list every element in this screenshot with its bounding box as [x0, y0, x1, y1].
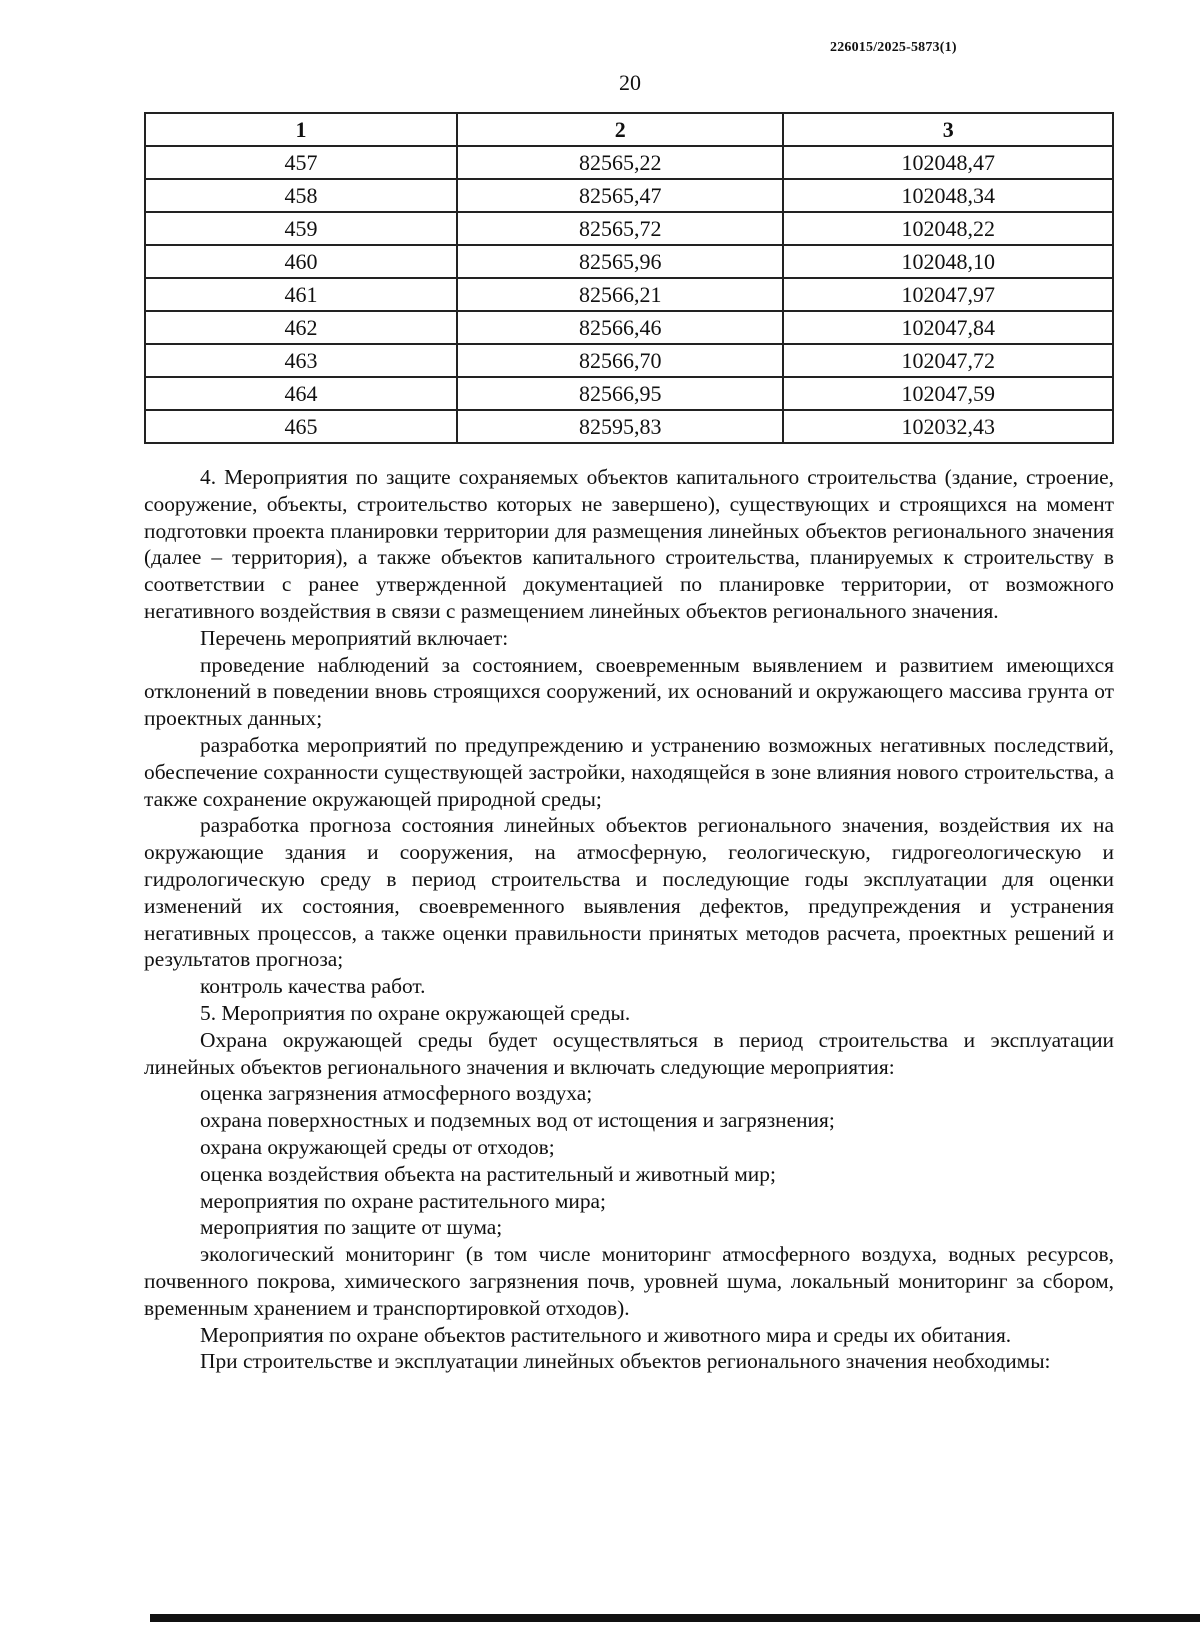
y-coordinate-cell: 102047,59: [783, 377, 1113, 410]
x-coordinate-cell: 82565,47: [457, 179, 783, 212]
table-row: [145, 245, 1113, 278]
point-number-cell: 460: [145, 245, 457, 278]
column-header: 1: [145, 113, 457, 146]
table-header-row: [145, 113, 1113, 146]
column-header: 3: [783, 113, 1113, 146]
y-coordinate-cell: 102047,97: [783, 278, 1113, 311]
x-coordinate-cell: 82565,96: [457, 245, 783, 278]
y-coordinate-cell: 102032,43: [783, 410, 1113, 443]
table-row: [145, 311, 1113, 344]
measures-list-intro: Перечень мероприятий включает:: [200, 625, 509, 650]
y-coordinate-cell: 102047,84: [783, 311, 1113, 344]
list-item: разработка мероприятий по предупреждению и устранению возможных негативных последствий, обеспечение сохранности существующей застройки, находящейся в зоне влияния нового строительства, а также сохранение окружающей природной среды;: [144, 732, 1114, 811]
section-4-paragraph: 4. Мероприятия по защите сохраняемых объектов капитального строительства (здание, строение, сооружение, объекты, строительство которых не завершено), существующих и строящихся на момент подготовки проекта планировки территории для размещения линейных объектов регионального значения (далее – территория), а также объектов капитального строительства, планируемых к строительству в соответствии с ранее утвержденной документацией по планировке территории, от возможного негативного воздействия в связи с размещением линейных объектов регионального значения.: [144, 465, 1114, 623]
x-coordinate-cell: 82565,72: [457, 212, 783, 245]
flora-fauna-paragraph: Мероприятия по охране объектов растительного и животного мира и среды их обитания.: [200, 1322, 1012, 1347]
table-row: [145, 278, 1113, 311]
x-coordinate-cell: 82565,22: [457, 146, 783, 179]
x-coordinate-cell: 82566,46: [457, 311, 783, 344]
list-item: мероприятия по охране растительного мира;: [200, 1188, 606, 1213]
point-number-cell: 465: [145, 410, 457, 443]
document-registration-number: 226015/2025-5873(1): [830, 40, 957, 55]
page-number: 20: [619, 70, 641, 95]
point-number-cell: 464: [145, 377, 457, 410]
y-coordinate-cell: 102048,22: [783, 212, 1113, 245]
list-item: оценка воздействия объекта на растительный и животный мир;: [200, 1161, 776, 1186]
environment-protection-paragraph: Охрана окружающей среды будет осуществляться в период строительства и эксплуатации линейных объектов регионального значения и включать следующие мероприятия:: [144, 1027, 1114, 1079]
x-coordinate-cell: 82566,95: [457, 377, 783, 410]
y-coordinate-cell: 102047,72: [783, 344, 1113, 377]
point-number-cell: 459: [145, 212, 457, 245]
y-coordinate-cell: 102048,47: [783, 146, 1113, 179]
document-body: [144, 464, 1114, 1375]
table-row: [145, 410, 1113, 443]
point-number-cell: 462: [145, 311, 457, 344]
list-item: проведение наблюдений за состоянием, своевременным выявлением и развитием имеющихся отклонений в поведении вновь строящихся сооружений, их оснований и окружающего массива грунта от проектных данных;: [144, 652, 1114, 731]
coordinates-table: [144, 112, 1114, 444]
x-coordinate-cell: 82566,70: [457, 344, 783, 377]
list-item: охрана поверхностных и подземных вод от истощения и загрязнения;: [200, 1108, 835, 1133]
column-header: 2: [457, 113, 783, 146]
table-row: [145, 212, 1113, 245]
section-5-heading: 5. Мероприятия по охране окружающей среды.: [200, 1000, 631, 1025]
table-row: [145, 377, 1113, 410]
point-number-cell: 458: [145, 179, 457, 212]
list-item: контроль качества работ.: [200, 974, 426, 999]
list-item: экологический мониторинг (в том числе мониторинг атмосферного воздуха, водных ресурсов, почвенного покрова, химического загрязнения почв, уровней шума, локальный мониторинг за сбором, временным хранением и транспортировкой отходов).: [144, 1242, 1114, 1320]
list-item: мероприятия по защите от шума;: [200, 1215, 503, 1240]
x-coordinate-cell: 82595,83: [457, 410, 783, 443]
y-coordinate-cell: 102048,10: [783, 245, 1113, 278]
x-coordinate-cell: 82566,21: [457, 278, 783, 311]
list-item: охрана окружающей среды от отходов;: [200, 1134, 555, 1159]
construction-requirements-paragraph: При строительстве и эксплуатации линейных объектов регионального значения необходимы:: [200, 1349, 1051, 1374]
point-number-cell: 461: [145, 278, 457, 311]
list-item: разработка прогноза состояния линейных объектов регионального значения, воздействия их на окружающие здания и сооружения, на атмосферную, геологическую, гидрогеологическую и гидрологическую среду в период строительства и последующие годы эксплуатации для оценки изменений их состояния, своевременного выявления дефектов, предупреждения и устранения негативных процессов, а также оценки правильности принятых методов расчета, проектных решений и результатов прогноза;: [144, 813, 1114, 972]
point-number-cell: 463: [145, 344, 457, 377]
y-coordinate-cell: 102048,34: [783, 179, 1113, 212]
list-item: оценка загрязнения атмосферного воздуха;: [200, 1081, 593, 1106]
table-row: [145, 179, 1113, 212]
scan-edge-divider: [150, 1614, 1200, 1622]
table-row: [145, 344, 1113, 377]
point-number-cell: 457: [145, 146, 457, 179]
table-row: [145, 146, 1113, 179]
